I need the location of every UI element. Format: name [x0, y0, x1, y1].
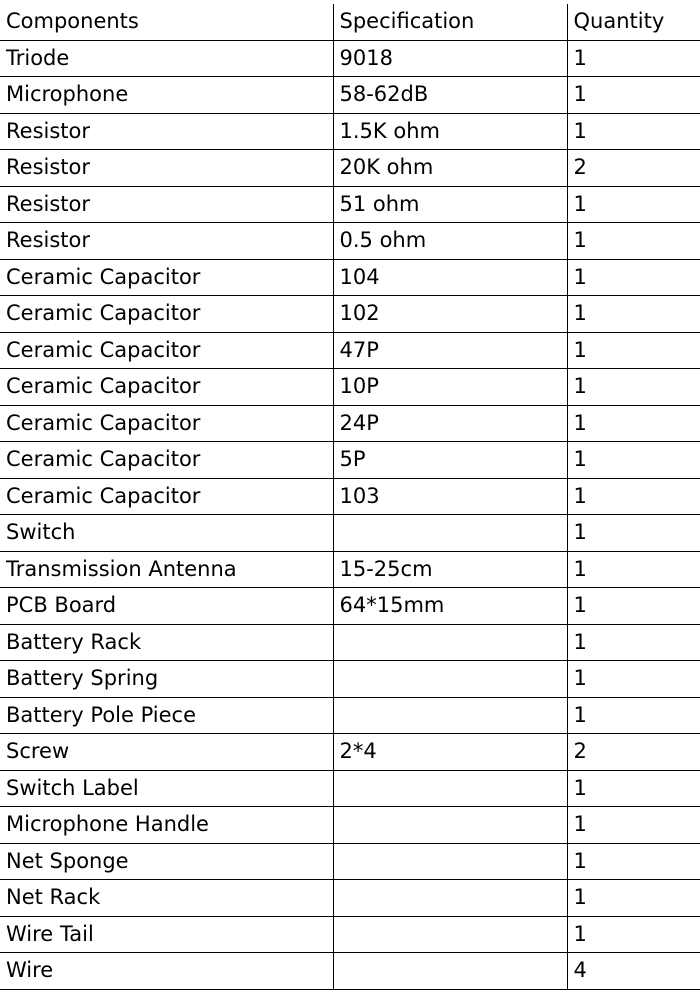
- table-row: [0, 40, 700, 77]
- component-cell: Ceramic Capacitor: [0, 405, 333, 442]
- specification-cell: 9018: [333, 40, 567, 77]
- specification-cell: 51 ohm: [333, 186, 567, 223]
- specification-cell: 58-62dB: [333, 77, 567, 114]
- component-cell: Ceramic Capacitor: [0, 332, 333, 369]
- specification-cell: 103: [333, 478, 567, 515]
- specification-cell: [333, 515, 567, 552]
- column-header-component: Components: [0, 4, 333, 40]
- component-cell: Switch Label: [0, 770, 333, 807]
- component-cell: Net Rack: [0, 880, 333, 917]
- table-row: [0, 369, 700, 406]
- table-row: [0, 77, 700, 114]
- quantity-cell: 1: [567, 113, 700, 150]
- component-cell: Resistor: [0, 113, 333, 150]
- table-header-row: [0, 4, 700, 40]
- component-cell: Ceramic Capacitor: [0, 442, 333, 479]
- specification-cell: [333, 880, 567, 917]
- specification-cell: [333, 624, 567, 661]
- specification-cell: 47P: [333, 332, 567, 369]
- specification-cell: 5P: [333, 442, 567, 479]
- quantity-cell: 1: [567, 807, 700, 844]
- table-row: [0, 478, 700, 515]
- component-cell: Triode: [0, 40, 333, 77]
- table-row: [0, 551, 700, 588]
- specification-cell: 104: [333, 259, 567, 296]
- table-body: [0, 4, 700, 989]
- component-cell: Battery Pole Piece: [0, 697, 333, 734]
- quantity-cell: 1: [567, 186, 700, 223]
- table-row: [0, 223, 700, 260]
- specification-cell: 102: [333, 296, 567, 333]
- quantity-cell: 1: [567, 40, 700, 77]
- component-cell: Microphone Handle: [0, 807, 333, 844]
- table-row: [0, 588, 700, 625]
- specification-cell: 2*4: [333, 734, 567, 771]
- table-row: [0, 661, 700, 698]
- component-cell: Switch: [0, 515, 333, 552]
- specification-cell: [333, 697, 567, 734]
- specification-cell: 64*15mm: [333, 588, 567, 625]
- quantity-cell: 1: [567, 332, 700, 369]
- quantity-cell: 2: [567, 734, 700, 771]
- quantity-cell: 1: [567, 515, 700, 552]
- specification-cell: [333, 661, 567, 698]
- quantity-cell: 2: [567, 150, 700, 187]
- table-row: [0, 807, 700, 844]
- specification-cell: [333, 843, 567, 880]
- component-cell: Microphone: [0, 77, 333, 114]
- table-row: [0, 332, 700, 369]
- specification-cell: [333, 953, 567, 990]
- component-cell: PCB Board: [0, 588, 333, 625]
- component-cell: Resistor: [0, 150, 333, 187]
- quantity-cell: 1: [567, 369, 700, 406]
- quantity-cell: 1: [567, 551, 700, 588]
- quantity-cell: 1: [567, 661, 700, 698]
- table-row: [0, 186, 700, 223]
- specification-cell: 15-25cm: [333, 551, 567, 588]
- quantity-cell: 1: [567, 478, 700, 515]
- table-row: [0, 442, 700, 479]
- component-cell: Net Sponge: [0, 843, 333, 880]
- quantity-cell: 1: [567, 770, 700, 807]
- quantity-cell: 1: [567, 223, 700, 260]
- component-cell: Transmission Antenna: [0, 551, 333, 588]
- component-cell: Ceramic Capacitor: [0, 478, 333, 515]
- quantity-cell: 1: [567, 697, 700, 734]
- column-header-specification: Specification: [333, 4, 567, 40]
- component-cell: Battery Spring: [0, 661, 333, 698]
- table-row: [0, 296, 700, 333]
- component-cell: Resistor: [0, 186, 333, 223]
- table-row: [0, 515, 700, 552]
- component-cell: Ceramic Capacitor: [0, 296, 333, 333]
- specification-cell: [333, 807, 567, 844]
- quantity-cell: 1: [567, 843, 700, 880]
- table-row: [0, 880, 700, 917]
- quantity-cell: 1: [567, 405, 700, 442]
- component-cell: Ceramic Capacitor: [0, 369, 333, 406]
- table-row: [0, 843, 700, 880]
- components-table: [0, 4, 700, 990]
- table-row: [0, 697, 700, 734]
- quantity-cell: 1: [567, 588, 700, 625]
- specification-cell: [333, 916, 567, 953]
- specification-cell: 24P: [333, 405, 567, 442]
- table-row: [0, 113, 700, 150]
- component-cell: Wire: [0, 953, 333, 990]
- table-row: [0, 624, 700, 661]
- quantity-cell: 1: [567, 442, 700, 479]
- quantity-cell: 1: [567, 77, 700, 114]
- component-cell: Screw: [0, 734, 333, 771]
- specification-cell: 1.5K ohm: [333, 113, 567, 150]
- quantity-cell: 4: [567, 953, 700, 990]
- specification-cell: 10P: [333, 369, 567, 406]
- table-row: [0, 916, 700, 953]
- component-cell: Ceramic Capacitor: [0, 259, 333, 296]
- component-cell: Resistor: [0, 223, 333, 260]
- quantity-cell: 1: [567, 880, 700, 917]
- table-row: [0, 150, 700, 187]
- quantity-cell: 1: [567, 259, 700, 296]
- specification-cell: 0.5 ohm: [333, 223, 567, 260]
- table-row: [0, 405, 700, 442]
- quantity-cell: 1: [567, 296, 700, 333]
- column-header-quantity: Quantity: [567, 4, 700, 40]
- table-row: [0, 953, 700, 990]
- table-row: [0, 734, 700, 771]
- table-row: [0, 770, 700, 807]
- specification-cell: 20K ohm: [333, 150, 567, 187]
- specification-cell: [333, 770, 567, 807]
- quantity-cell: 1: [567, 916, 700, 953]
- component-cell: Battery Rack: [0, 624, 333, 661]
- component-cell: Wire Tail: [0, 916, 333, 953]
- table-row: [0, 259, 700, 296]
- quantity-cell: 1: [567, 624, 700, 661]
